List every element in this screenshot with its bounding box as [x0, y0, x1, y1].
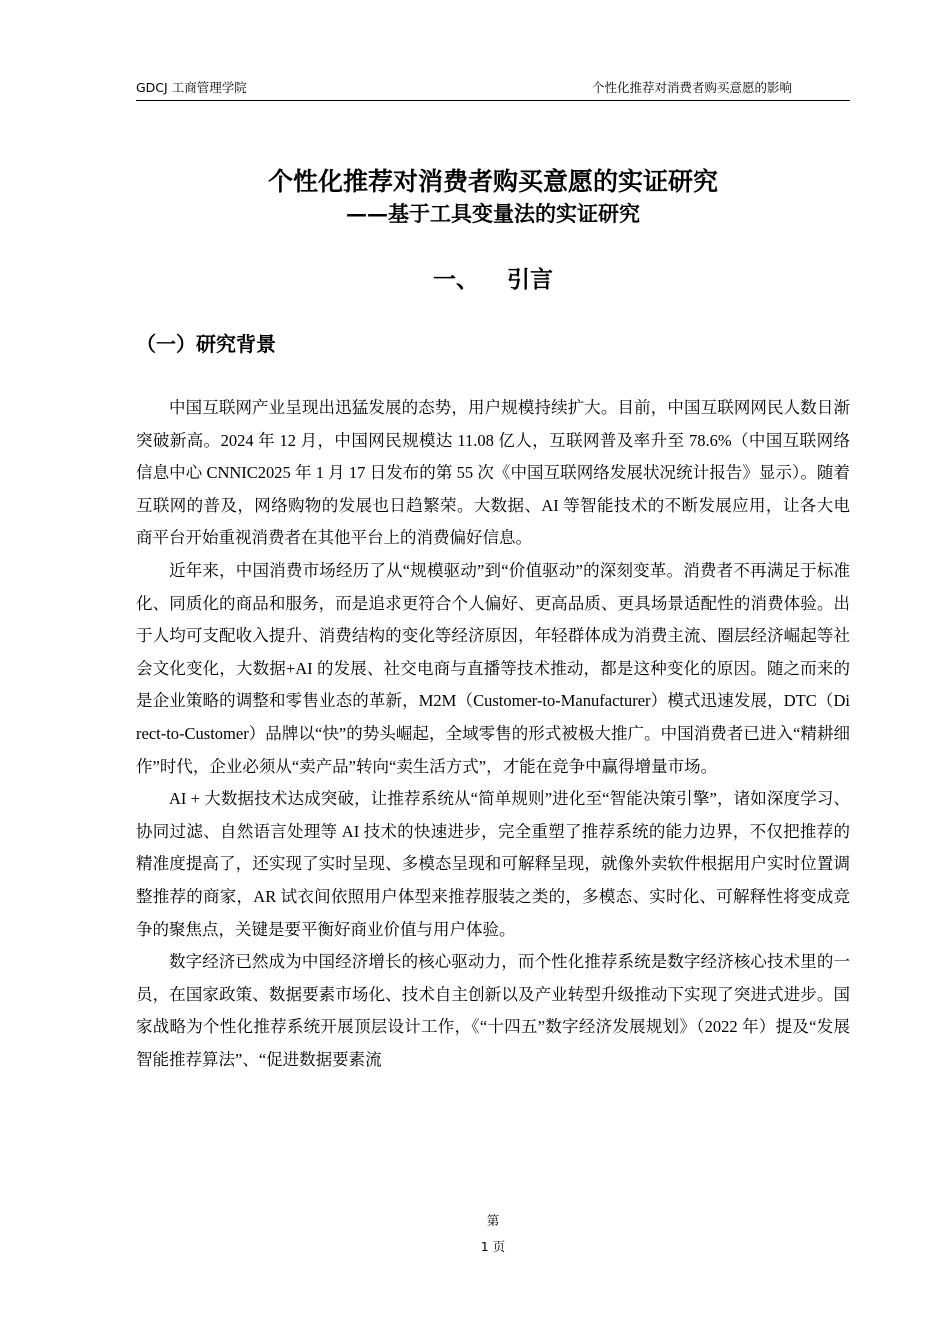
page-footer	[136, 1208, 850, 1260]
header-institution: GDCJ 工商管理学院	[136, 80, 247, 95]
section-title: 引言	[507, 267, 553, 293]
paragraph: 中国互联网产业呈现出迅猛发展的态势，用户规模持续扩大。目前，中国互联网网民人数日渐突破新高。2024 年 12 月，中国网民规模达 11.08 亿人，互联网普及率升至 78.6%（中国互联网络信息中心 CNNIC2025 年 1 月 17 日发布的第 55 次《中国互联网络发展状况统计报告》显示）。随着互联网的普及，网络购物的发展也日趋繁荣。大数据、AI 等智能技术的不断发展应用，让各大电商平台开始重视消费者在其他平台上的消费偏好信息。	[136, 398, 850, 548]
paper-title: 个性化推荐对消费者购买意愿的实证研究	[267, 167, 718, 196]
section-number: 一、	[433, 267, 479, 293]
page-header	[136, 78, 850, 101]
page-footer-prefix: 第	[486, 1213, 500, 1228]
subsection-heading: （一）研究背景	[136, 332, 276, 356]
header-running-title: 个性化推荐对消费者购买意愿的影响	[591, 80, 792, 95]
paragraph: 数字经济已然成为中国经济增长的核心驱动力，而个性化推荐系统是数字经济核心技术里的一员，在国家政策、数据要素市场化、技术自主创新以及产业转型升级推动下实现了突进式进步。国家战略为个性化推荐系统开展顶层设计工作，《“十四五”数字经济发展规划》（2022 年）提及“发展智能推荐算法”、“促进数据要素流	[136, 952, 850, 1069]
title-block	[136, 164, 850, 228]
paper-subtitle: ——基于工具变量法的实证研究	[346, 201, 640, 226]
body-text	[136, 392, 850, 1076]
page-number: 1 页	[480, 1239, 506, 1254]
paragraph: 近年来，中国消费市场经历了从“规模驱动”到“价值驱动”的深刻变革。消费者不再满足于标准化、同质化的商品和服务，而是追求更符合个人偏好、更高品质、更具场景适配性的消费体验。出于人均可支配收入提升、消费结构的变化等经济原因，年轻群体成为消费主流、圈层经济崛起等社会文化变化，大数据+AI 的发展、社交电商与直播等技术推动，都是这种变化的原因。随之而来的是企业策略的调整和零售业态的革新，M2M（Customer-to-Manufacturer）模式迅速发展，DTC（Direct-to-Customer）品牌以“快”的势头崛起，全域零售的形式被极大推广。中国消费者已进入“精耕细作”时代，企业必须从“卖产品”转向“卖生活方式”，才能在竞争中赢得增量市场。	[136, 560, 850, 776]
paragraph: AI + 大数据技术达成突破，让推荐系统从“简单规则”进化至“智能决策引擎”，诸如深度学习、协同过滤、自然语言处理等 AI 技术的快速进步，完全重塑了推荐系统的能力边界，不仅把推荐的精准度提高了，还实现了实时呈现、多模态呈现和可解释呈现，就像外卖软件根据用户实时位置调整推荐的商家，AR 试衣间依照用户体型来推荐服装之类的，多模态、实时化、可解释性将变成竞争的聚焦点，关键是要平衡好商业价值与用户体验。	[136, 789, 850, 939]
section-heading	[136, 262, 850, 298]
